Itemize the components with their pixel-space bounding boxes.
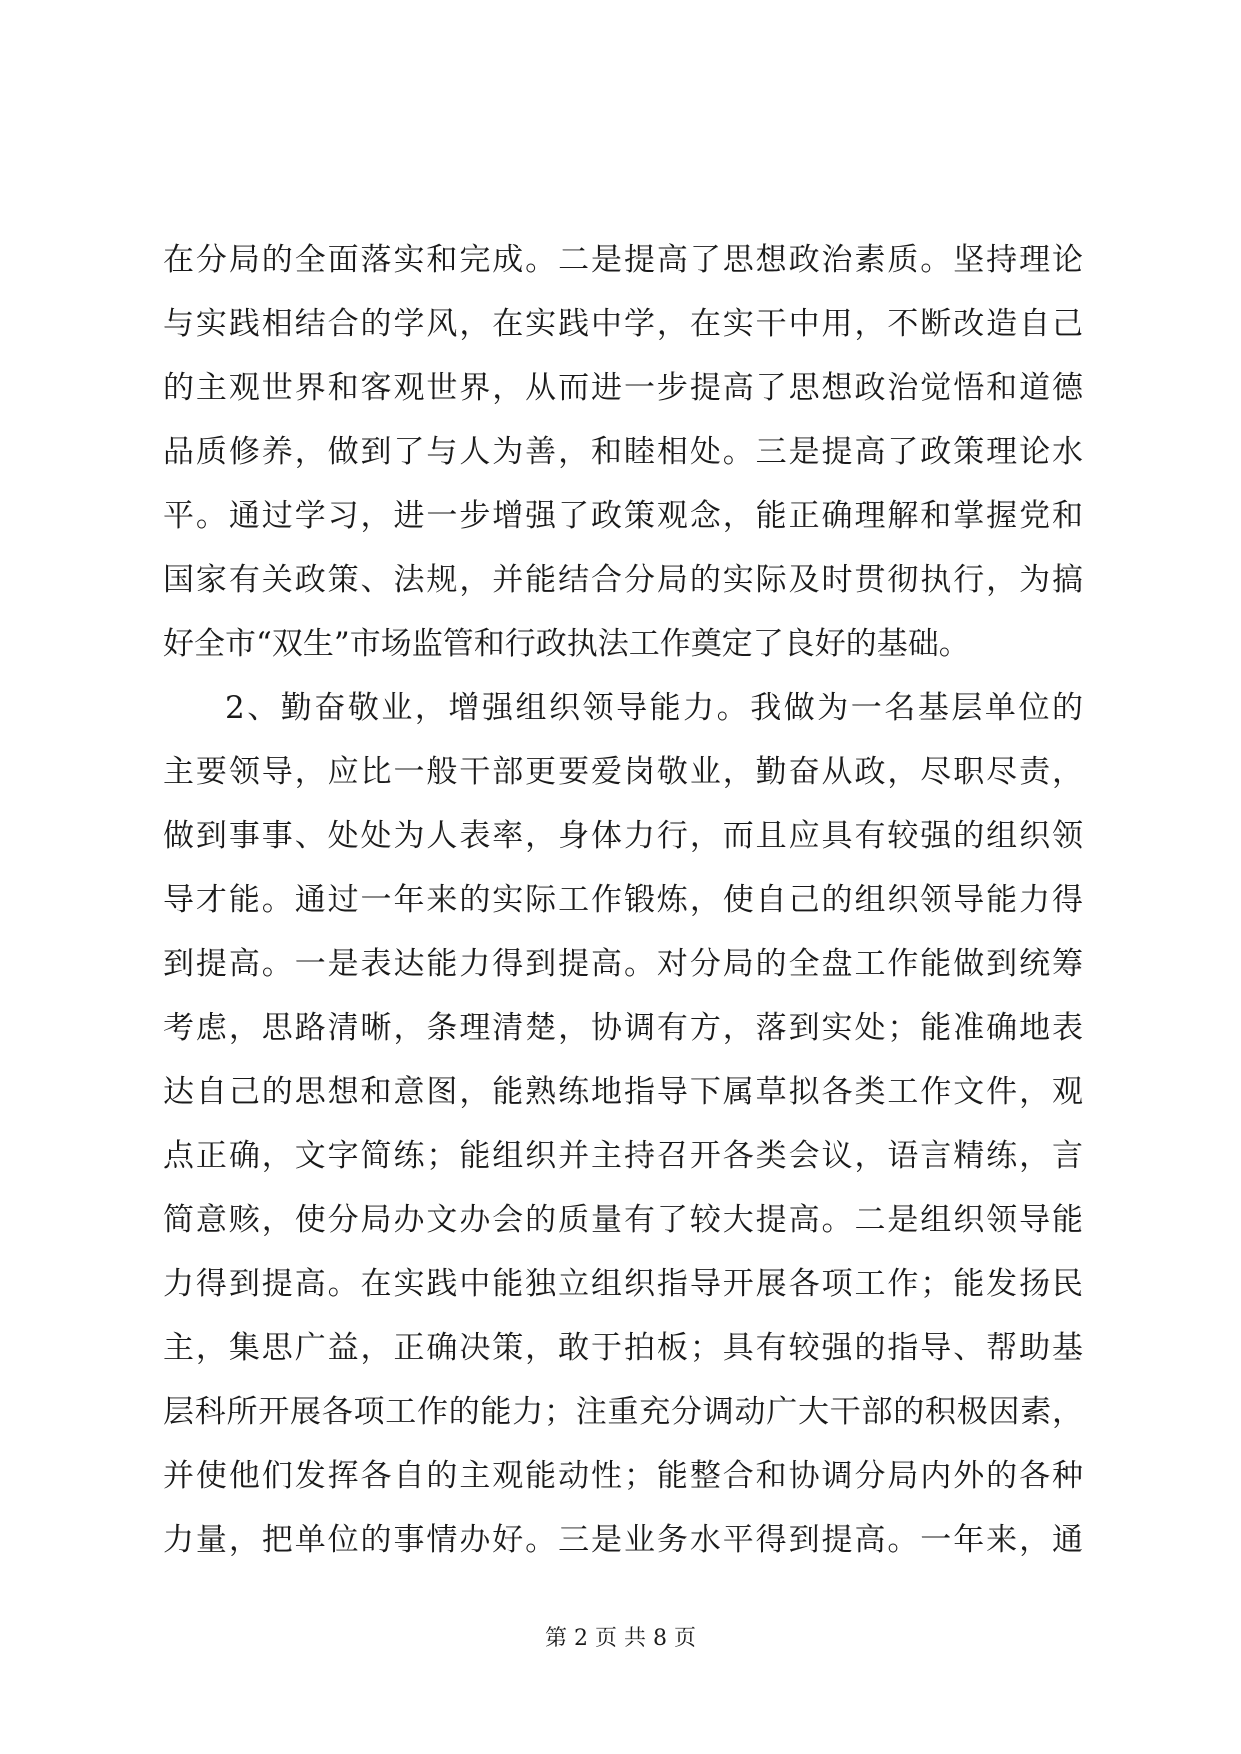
text-line: 平。通过学习，进一步增强了政策观念，能正确理解和掌握党和 (163, 498, 1083, 534)
text-line: 好全市“双生”市场监管和行政执法工作奠定了良好的基础。 (163, 626, 970, 662)
text-line: 力量，把单位的事情办好。三是业务水平得到提高。一年来，通 (163, 1522, 1083, 1558)
text-line: 并使他们发挥各自的主观能动性；能整合和协调分局内外的各种 (163, 1458, 1083, 1494)
text-line: 主，集思广益，正确决策，敢于拍板；具有较强的指导、帮助基 (163, 1330, 1083, 1366)
text-line: 与实践相结合的学风，在实践中学，在实干中用，不断改造自己 (163, 306, 1083, 342)
text-line: 的主观世界和客观世界，从而进一步提高了思想政治觉悟和道德 (163, 370, 1083, 406)
text-line: 层科所开展各项工作的能力；注重充分调动广大干部的积极因素， (163, 1394, 1083, 1430)
document-body (163, 228, 1083, 1572)
text-line: 到提高。一是表达能力得到提高。对分局的全盘工作能做到统筹 (163, 946, 1083, 982)
text-line: 力得到提高。在实践中能独立组织指导开展各项工作；能发扬民 (163, 1266, 1083, 1302)
text-line: 考虑，思路清晰，条理清楚，协调有方，落到实处；能准确地表 (163, 1010, 1083, 1046)
text-line: 在分局的全面落实和完成。二是提高了思想政治素质。坚持理论 (163, 242, 1083, 278)
text-line: 简意赅，使分局办文办会的质量有了较大提高。二是组织领导能 (163, 1202, 1083, 1238)
text-line: 导才能。通过一年来的实际工作锻炼，使自己的组织领导能力得 (163, 882, 1083, 918)
paragraph-start-line: 2、勤奋敬业，增强组织领导能力。我做为一名基层单位的 (225, 690, 1083, 726)
text-line: 主要领导，应比一般干部更要爱岗敬业，勤奋从政，尽职尽责， (163, 754, 1083, 790)
text-line: 达自己的思想和意图，能熟练地指导下属草拟各类工作文件，观 (163, 1074, 1083, 1110)
text-line: 国家有关政策、法规，并能结合分局的实际及时贯彻执行，为搞 (163, 562, 1083, 598)
text-line: 品质修养，做到了与人为善，和睦相处。三是提高了政策理论水 (163, 434, 1083, 470)
text-line: 做到事事、处处为人表率，身体力行，而且应具有较强的组织领 (163, 818, 1083, 854)
text-line: 点正确，文字简练；能组织并主持召开各类会议，语言精练，言 (163, 1138, 1083, 1174)
page-number-footer: 第 2 页 共 8 页 (545, 1626, 696, 1651)
